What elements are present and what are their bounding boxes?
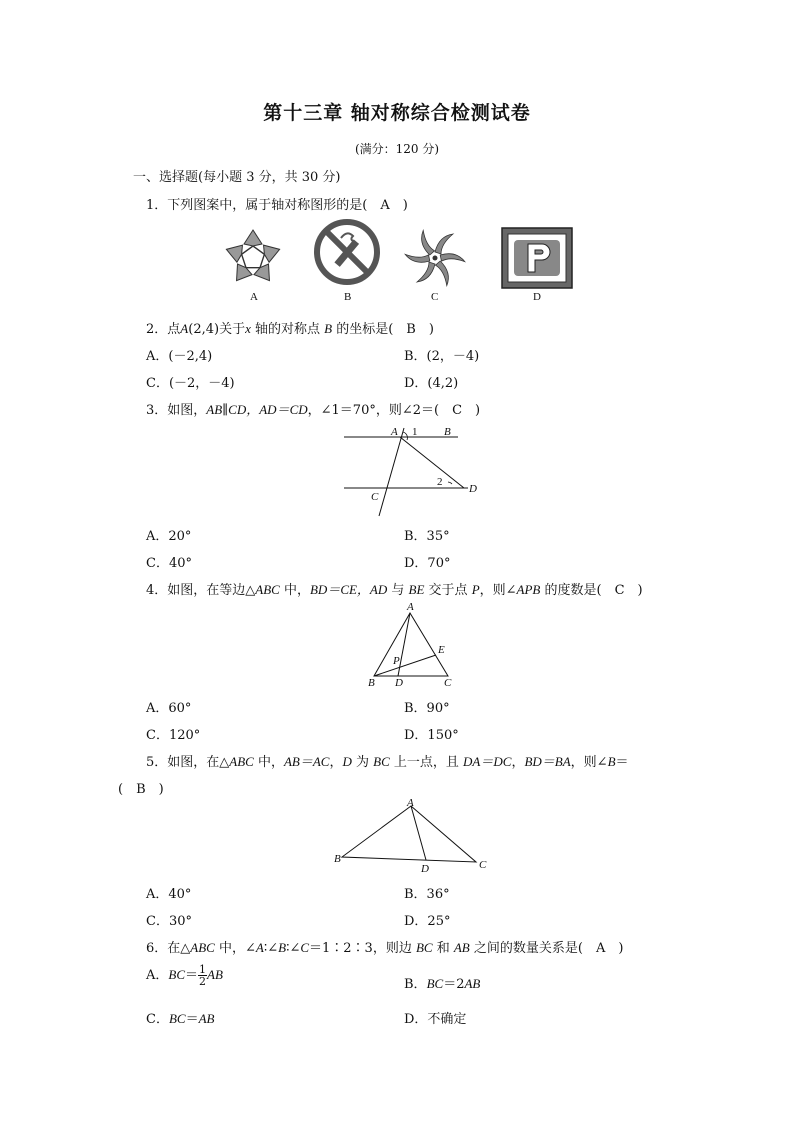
q3-option-a[interactable]: A．20° [146, 529, 192, 544]
svg-text:D: D [421, 863, 429, 875]
fraction-one-half: $\frac{1}{2}$ [199, 963, 207, 988]
page-title: 第十三章 轴对称综合检测试卷 [263, 102, 531, 124]
svg-text:D: D [395, 677, 403, 689]
q6-option-c[interactable]: C．BC＝AB [146, 1011, 215, 1027]
figure-a-pentagon-flower [224, 230, 283, 286]
question-4: 4．如图，在等边△ABC 中，BD＝CE，AD 与 BE 交于点 P，则∠APB 的度数是( C ) [146, 582, 643, 598]
section-heading: 一、选择题(每小题 3 分，共 30 分) [133, 170, 341, 185]
q3-option-b[interactable]: B．35° [404, 529, 450, 544]
svg-text:B: B [368, 677, 375, 689]
svg-text:2: 2 [437, 476, 443, 488]
parking-sign-icon [502, 228, 572, 288]
q5-option-b[interactable]: B．36° [404, 887, 450, 902]
q5-option-d[interactable]: D．25° [404, 914, 451, 929]
svg-text:B: B [334, 853, 341, 865]
q1-text: 下列图案中，属于轴对称图形的是( A ) [167, 198, 408, 213]
no-smoking-icon [317, 222, 377, 282]
question-6: 6．在△ABC 中，∠A∶∠B∶∠C＝1∶2∶3，则边 BC 和 AB 之间的数量关系是( A ) [146, 940, 624, 956]
svg-text:A: A [391, 426, 398, 438]
svg-text:E: E [438, 644, 445, 656]
svg-text:C: C [479, 859, 487, 871]
q4-option-a[interactable]: A．60° [146, 701, 192, 716]
figure-label-b: B [344, 291, 352, 303]
svg-text:A: A [407, 601, 414, 613]
figure-label-a: A [250, 291, 258, 303]
q2-option-c[interactable]: C．(－2，－4) [146, 376, 235, 391]
q6-option-b[interactable]: B．BC＝2AB [404, 976, 481, 992]
svg-text:A: A [407, 797, 414, 809]
svg-text:1: 1 [412, 426, 418, 438]
q4-figure [362, 600, 462, 692]
score-note: (满分：120 分) [354, 142, 440, 156]
q5-option-c[interactable]: C．30° [146, 914, 192, 929]
q6-option-d[interactable]: D．不确定 [404, 1012, 467, 1027]
q1-figures [210, 218, 590, 306]
q4-option-c[interactable]: C．120° [146, 728, 201, 743]
q5-option-a[interactable]: A．40° [146, 887, 192, 902]
q2-option-b[interactable]: B．(2，－4) [404, 349, 480, 364]
svg-text:B: B [444, 426, 451, 438]
svg-text:P: P [393, 655, 400, 667]
figure-label-c: C [431, 291, 439, 303]
question-2: 2．点A(2,4)关于x 轴的对称点 B 的坐标是( B ) [146, 321, 434, 337]
q4-option-d[interactable]: D．150° [404, 728, 459, 743]
figure-label-d: D [533, 291, 541, 303]
q4-option-b[interactable]: B．90° [404, 701, 450, 716]
q5-figure [330, 796, 490, 876]
q2-option-a[interactable]: A．(－2,4) [146, 349, 213, 364]
q3-figure [340, 422, 490, 518]
q6-option-a[interactable]: A．BC＝ $\frac{1}{2}$ AB [146, 963, 223, 988]
svg-text:C: C [444, 677, 452, 689]
q3-option-d[interactable]: D．70° [404, 556, 451, 571]
q3-option-c[interactable]: C．40° [146, 556, 192, 571]
q1-number: 1． [146, 198, 168, 213]
svg-text:C: C [371, 491, 379, 503]
svg-text:D: D [469, 483, 477, 495]
q2-option-d[interactable]: D．(4,2) [404, 376, 459, 391]
question-5: 5．如图，在△ABC 中，AB＝AC，D 为 BC 上一点，且 DA＝DC，BD＝BA，则∠B＝ [146, 754, 629, 770]
question-3: 3．如图，AB∥CD，AD＝CD，∠1＝70°，则∠2＝( C ) [146, 402, 481, 418]
q5-answer: ( B ) [118, 782, 164, 797]
question-1 [146, 194, 408, 213]
figure-c-pinwheel [405, 230, 465, 285]
